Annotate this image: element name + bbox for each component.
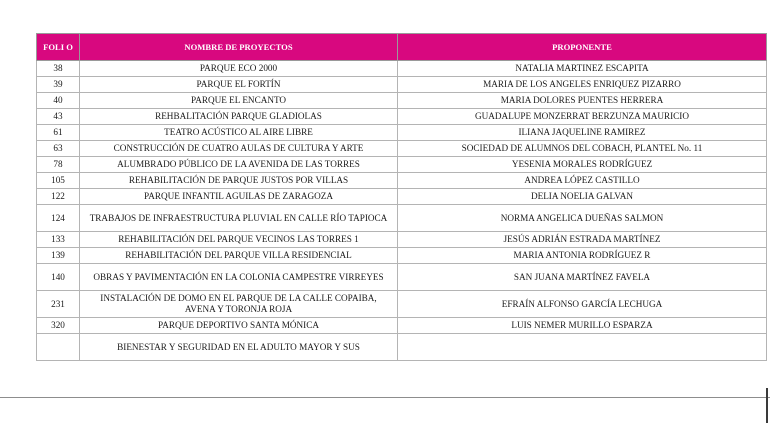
table-row — [37, 109, 767, 125]
project-name-cell: TRABAJOS DE INFRAESTRUCTURA PLUVIAL EN CALLE RÍO TAPIOCA — [80, 205, 398, 232]
proponent-cell: SOCIEDAD DE ALUMNOS DEL COBACH, PLANTEL No. 11 — [398, 141, 767, 157]
folio-cell: 320 — [37, 318, 80, 334]
proponent-cell: NORMA ANGELICA DUEÑAS SALMON — [398, 205, 767, 232]
folio-cell: 139 — [37, 248, 80, 264]
table-row — [37, 125, 767, 141]
proponent-cell: MARIA ANTONIA RODRÍGUEZ R — [398, 248, 767, 264]
folio-cell: 40 — [37, 93, 80, 109]
proponent-cell: ILIANA JAQUELINE RAMIREZ — [398, 125, 767, 141]
table-row — [37, 291, 767, 318]
proponent-cell — [398, 334, 767, 361]
folio-cell: 38 — [37, 61, 80, 77]
proponent-cell: SAN JUANA MARTÍNEZ FAVELA — [398, 264, 767, 291]
table-row — [37, 157, 767, 173]
proponent-cell: GUADALUPE MONZERRAT BERZUNZA MAURICIO — [398, 109, 767, 125]
project-name-cell: CONSTRUCCIÓN DE CUATRO AULAS DE CULTURA Y ARTE — [80, 141, 398, 157]
viewer-bottom-bar — [0, 397, 770, 423]
folio-cell: 140 — [37, 264, 80, 291]
proponent-cell: YESENIA MORALES RODRÍGUEZ — [398, 157, 767, 173]
folio-cell: 124 — [37, 205, 80, 232]
project-name-cell: BIENESTAR Y SEGURIDAD EN EL ADULTO MAYOR Y SUS — [80, 334, 398, 361]
table-row — [37, 61, 767, 77]
folio-cell — [37, 334, 80, 361]
folio-cell: 39 — [37, 77, 80, 93]
proponent-cell: NATALIA MARTINEZ ESCAPITA — [398, 61, 767, 77]
folio-cell: 231 — [37, 291, 80, 318]
project-name-cell: ALUMBRADO PÚBLICO DE LA AVENIDA DE LAS TORRES — [80, 157, 398, 173]
header-proponente: PROPONENTE — [398, 34, 767, 61]
projects-table — [36, 33, 767, 361]
table-row — [37, 189, 767, 205]
proponent-cell: DELIA NOELIA GALVAN — [398, 189, 767, 205]
folio-cell: 63 — [37, 141, 80, 157]
proponent-cell: EFRAÍN ALFONSO GARCÍA LECHUGA — [398, 291, 767, 318]
folio-cell: 78 — [37, 157, 80, 173]
folio-cell: 133 — [37, 232, 80, 248]
folio-cell: 43 — [37, 109, 80, 125]
header-nombre-de-proyectos: NOMBRE DE PROYECTOS — [80, 34, 398, 61]
proponent-cell: JESÚS ADRIÁN ESTRADA MARTÍNEZ — [398, 232, 767, 248]
folio-cell: 105 — [37, 173, 80, 189]
project-name-cell: REHABILITACIÓN DE PARQUE JUSTOS POR VILLAS — [80, 173, 398, 189]
project-name-cell: INSTALACIÓN DE DOMO EN EL PARQUE DE LA CALLE COPAIBA, AVENA Y TORONJA ROJA — [80, 291, 398, 318]
project-name-cell: PARQUE INFANTIL AGUILAS DE ZARAGOZA — [80, 189, 398, 205]
proponent-cell: ANDREA LÓPEZ CASTILLO — [398, 173, 767, 189]
table-header-row — [37, 34, 767, 61]
table-row — [37, 173, 767, 189]
table-row — [37, 141, 767, 157]
folio-cell: 122 — [37, 189, 80, 205]
table-row — [37, 334, 767, 361]
folio-cell: 61 — [37, 125, 80, 141]
table-row — [37, 77, 767, 93]
project-name-cell: PARQUE DEPORTIVO SANTA MÓNICA — [80, 318, 398, 334]
project-name-cell: OBRAS Y PAVIMENTACIÓN EN LA COLONIA CAMPESTRE VIRREYES — [80, 264, 398, 291]
project-name-cell: REHBALITACIÓN PARQUE GLADIOLAS — [80, 109, 398, 125]
project-name-cell: PARQUE EL FORTÍN — [80, 77, 398, 93]
header-folio: FOLI O — [37, 34, 80, 61]
table-row — [37, 248, 767, 264]
table-row — [37, 93, 767, 109]
proponent-cell: MARIA DOLORES PUENTES HERRERA — [398, 93, 767, 109]
proponent-cell: LUIS NEMER MURILLO ESPARZA — [398, 318, 767, 334]
project-name-cell: REHABILITACIÓN DEL PARQUE VECINOS LAS TORRES 1 — [80, 232, 398, 248]
project-name-cell: TEATRO ACÚSTICO AL AIRE LIBRE — [80, 125, 398, 141]
table-row — [37, 264, 767, 291]
table-row — [37, 318, 767, 334]
project-name-cell: PARQUE EL ENCANTO — [80, 93, 398, 109]
scrollbar-edge[interactable] — [766, 388, 768, 423]
table-row — [37, 232, 767, 248]
table-row — [37, 205, 767, 232]
proponent-cell: MARIA DE LOS ANGELES ENRIQUEZ PIZARRO — [398, 77, 767, 93]
project-name-cell: PARQUE ECO 2000 — [80, 61, 398, 77]
project-name-cell: REHABILITACIÓN DEL PARQUE VILLA RESIDENCIAL — [80, 248, 398, 264]
